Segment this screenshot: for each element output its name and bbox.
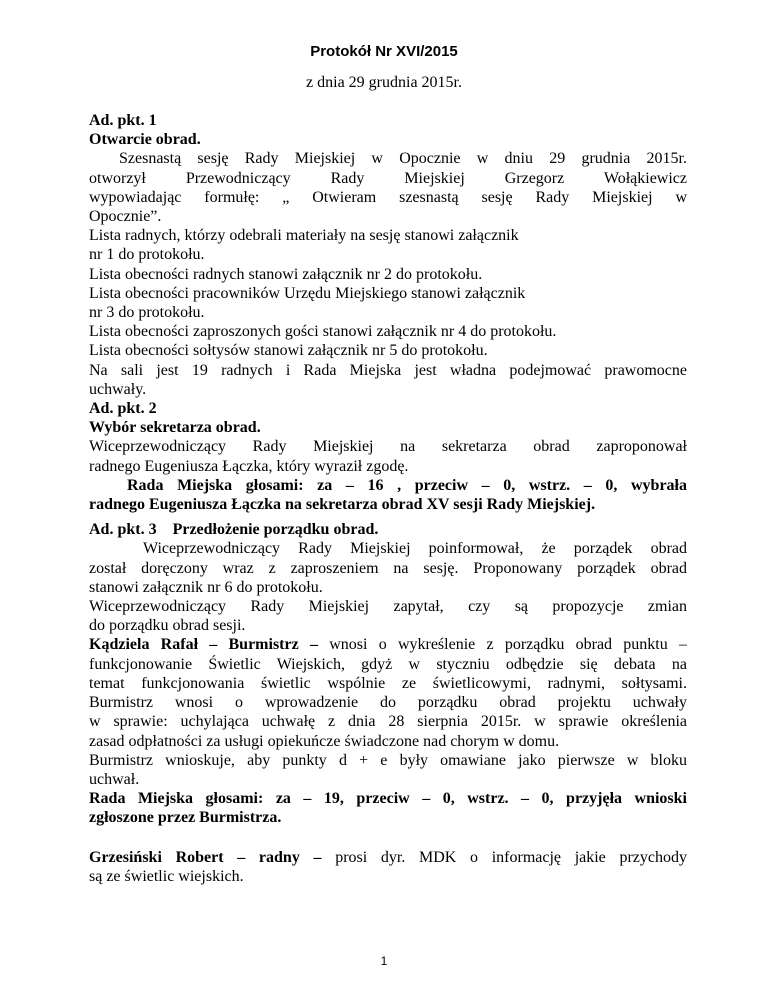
resolution-line: Rada Miejska głosami: za – 16 , przeciw – 0, wstrz. – 0, wybrała [127, 476, 687, 494]
speaker-text: prosi dyr. MDK o informację jakie przychody [321, 848, 687, 866]
resolution-line: zgłoszone przez Burmistrza. [89, 809, 282, 827]
protocol-date: z dnia 29 grudnia 2015r. [306, 74, 462, 91]
paragraph-line: w sprawie: uchylająca uchwałę z dnia 28 sierpnia 2015r. w sprawie określenia [89, 713, 687, 731]
paragraph-line: uchwał. [89, 770, 140, 788]
paragraph-line: uchwały. [89, 380, 147, 398]
speaker-name: Kądziela Rafał – Burmistrz – [89, 636, 318, 654]
resolution-line: radnego Eugeniusza Łączka na sekretarza obrad XV sesji Rady Miejskiej. [89, 496, 596, 514]
section-heading: Ad. pkt. 2 [89, 400, 157, 418]
paragraph-line: Lista obecności radnych stanowi załącznik nr 2 do protokołu. [89, 265, 483, 283]
paragraph-line: Wiceprzewodniczący Rady Miejskiej zapytał, czy są propozycje zmian [89, 598, 687, 616]
paragraph-line: są ze świetlic wiejskich. [89, 867, 244, 885]
paragraph-line: Lista obecności sołtysów stanowi załącznik nr 5 do protokołu. [89, 342, 488, 360]
paragraph-line: wypowiadając formułę: „ Otwieram szesnastą sesję Rady Miejskiej w [89, 188, 687, 206]
section-title: Wybór sekretarza obrad. [89, 419, 261, 437]
paragraph-line: został doręczony wraz z zaproszeniem na sesję. Proponowany porządek obrad [89, 559, 687, 577]
paragraph-line: temat funkcjonowania świetlic wspólnie ze świetlicowymi, radnymi, sołtysami. [89, 674, 687, 692]
paragraph-line: stanowi załącznik nr 6 do protokołu. [89, 578, 323, 596]
document-body [89, 111, 687, 886]
paragraph-line: nr 3 do protokołu. [89, 304, 205, 322]
paragraph-line: otworzył Przewodniczący Rady Miejskiej Grzegorz Wołąkiewicz [89, 169, 687, 187]
page-number: 1 [380, 954, 388, 968]
paragraph-line: Burmistrz wnosi o wprowadzenie do porządku obrad projektu uchwały [89, 694, 687, 712]
paragraph-line [89, 848, 687, 867]
paragraph-line: funkcjonowanie Świetlic Wiejskich, gdyż w styczniu odbędzie się debata na [89, 655, 687, 673]
protocol-title: Protokół Nr XVI/2015 [310, 43, 458, 60]
paragraph-line: zasad odpłatności za usługi opiekuńcze świadczone nad chorym w domu. [89, 732, 560, 750]
speaker-name: Grzesiński Robert – radny – [89, 848, 322, 866]
paragraph-line: Lista obecności pracowników Urzędu Miejskiego stanowi załącznik [89, 284, 526, 302]
paragraph-line: Na sali jest 19 radnych i Rada Miejska jest władna podejmować prawomocne [89, 361, 687, 379]
speaker-text: wnosi o wykreślenie z porządku obrad punktu – [317, 636, 687, 654]
resolution-line: Rada Miejska głosami: za – 19, przeciw – 0, wstrz. – 0, przyjęła wnioski [89, 790, 687, 808]
paragraph-line: Szesnastą sesję Rady Miejskiej w Opocznie w dniu 29 grudnia 2015r. [119, 150, 687, 168]
paragraph-line: Wiceprzewodniczący Rady Miejskiej na sekretarza obrad zaproponował [89, 438, 687, 456]
paragraph-line: do porządku obrad sesji. [89, 617, 246, 635]
paragraph-line: nr 1 do protokołu. [89, 246, 205, 264]
section-title: Otwarcie obrad. [89, 131, 201, 149]
paragraph-line: Wiceprzewodniczący Rady Miejskiej poinformował, że porządek obrad [143, 540, 687, 558]
paragraph-line: radnego Eugeniusza Łączka, który wyraził zgodę. [89, 457, 409, 475]
paragraph-line [89, 635, 687, 654]
paragraph-line: Lista radnych, którzy odebrali materiały na sesję stanowi załącznik [89, 227, 519, 245]
section-heading: Ad. pkt. 3 Przedłożenie porządku obrad. [89, 521, 379, 539]
paragraph-line: Lista obecności zaproszonych gości stanowi załącznik nr 4 do protokołu. [89, 323, 557, 341]
paragraph-line: Burmistrz wnioskuje, aby punkty d + e były omawiane jako pierwsze w bloku [89, 751, 687, 769]
paragraph-line: Opocznie”. [89, 208, 162, 226]
section-heading: Ad. pkt. 1 [89, 112, 157, 129]
